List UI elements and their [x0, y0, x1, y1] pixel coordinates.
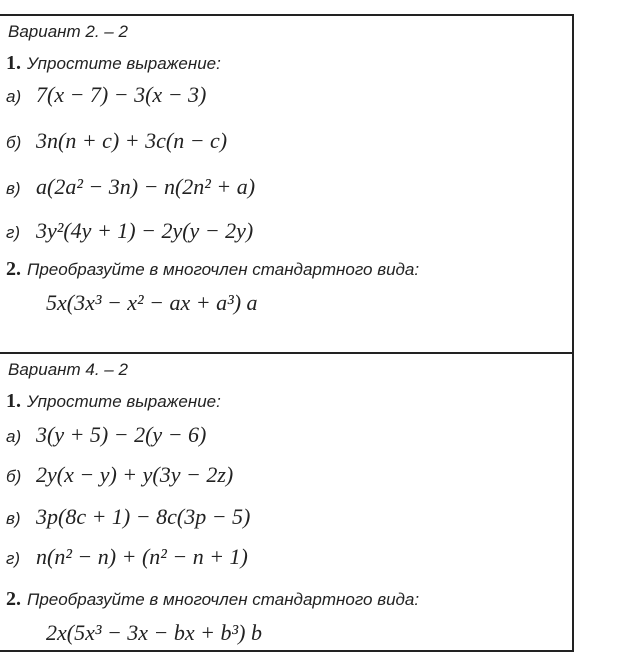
item-expression: 3p(8c + 1) − 8c(3p − 5): [36, 504, 251, 529]
exercise-item-b: [6, 462, 233, 488]
exercise-item-d: [6, 218, 253, 244]
item-expression: n(n² − n) + (n² − n + 1): [36, 544, 248, 569]
item-label: а): [6, 87, 22, 106]
task-1-heading: [6, 390, 221, 413]
exercise-item-c: [6, 174, 255, 200]
task-text: Упростите выражение:: [27, 54, 221, 73]
item-label: б): [6, 133, 22, 152]
task-2-heading: [6, 588, 419, 611]
exercise-item-c: [6, 504, 250, 530]
item-label: б): [6, 467, 22, 486]
item-label: в): [6, 509, 21, 528]
task-text: Упростите выражение:: [27, 392, 221, 411]
item-label: а): [6, 427, 22, 446]
task-text: Преобразуйте в многочлен стандартного вида:: [27, 590, 420, 609]
exercise-item-a: [6, 422, 206, 448]
variant-heading: Вариант 4. – 2: [8, 360, 128, 379]
task-number: 1.: [6, 390, 21, 412]
task-number: 2.: [6, 258, 21, 280]
item-label: г): [6, 549, 21, 568]
item-expression: 7(x − 7) − 3(x − 3): [36, 82, 207, 107]
item-expression: a(2a² − 3n) − n(2n² + a): [36, 174, 256, 199]
exercise-item-b: [6, 128, 227, 154]
item-expression: 2y(x − y) + y(3y − 2z): [36, 462, 234, 487]
task-1-heading: [6, 52, 221, 75]
task-2-expression: 5x(3x³ − x² − ax + a³) a: [46, 290, 258, 315]
exercise-item-d: [6, 544, 248, 570]
exercise-item-a: [6, 82, 206, 108]
item-expression: 3n(n + c) + 3c(n − c): [36, 128, 228, 153]
variant-heading: Вариант 2. – 2: [8, 22, 128, 41]
task-number: 1.: [6, 52, 21, 74]
variant-card-2: [0, 352, 574, 652]
task-number: 2.: [6, 588, 21, 610]
task-2-heading: [6, 258, 419, 281]
task-2-expression: 2x(5x³ − 3x − bx + b³) b: [46, 620, 262, 645]
item-label: г): [6, 223, 21, 242]
task-text: Преобразуйте в многочлен стандартного вида:: [27, 260, 420, 279]
variant-card-1: [0, 14, 574, 354]
item-expression: 3y²(4y + 1) − 2y(y − 2y): [36, 218, 254, 243]
item-expression: 3(y + 5) − 2(y − 6): [36, 422, 207, 447]
item-label: в): [6, 179, 21, 198]
